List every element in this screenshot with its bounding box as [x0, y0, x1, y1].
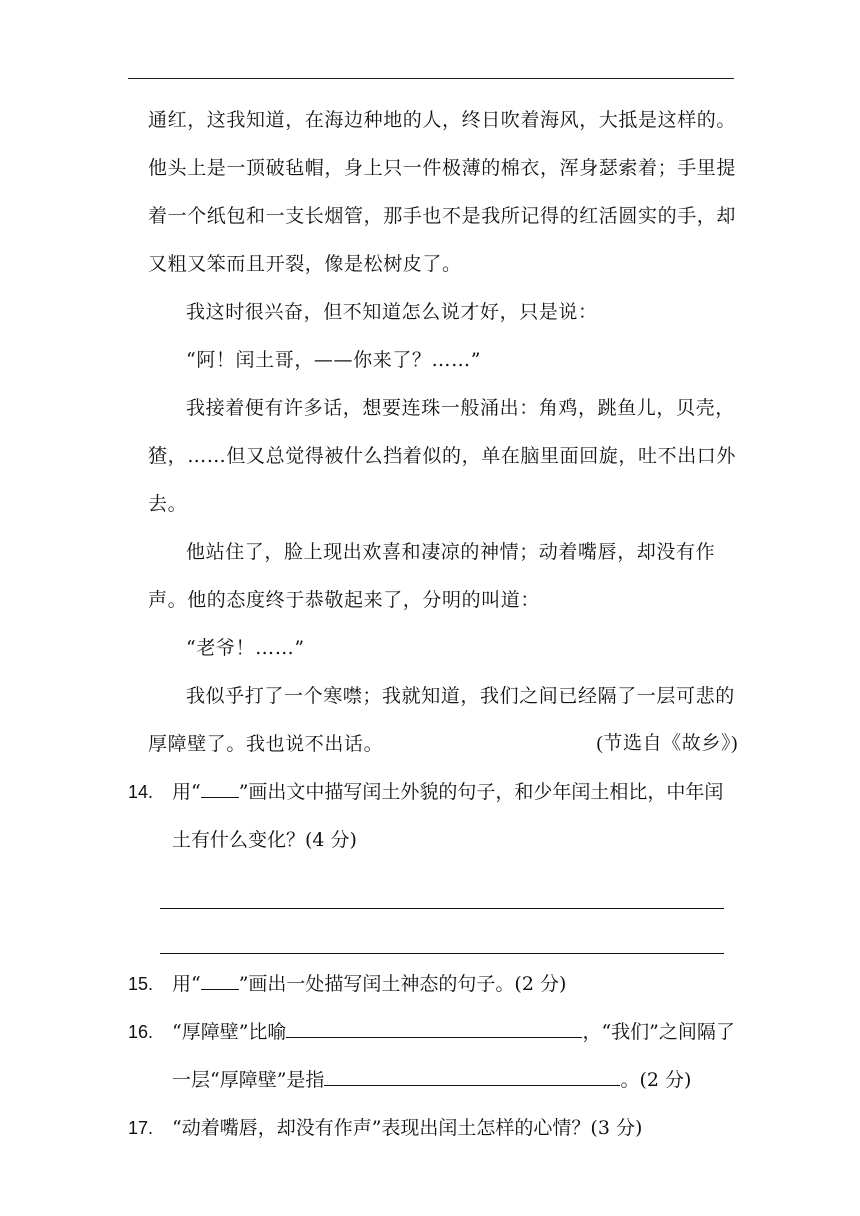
passage-paragraph-7 — [148, 672, 738, 768]
passage-paragraph-2: 我这时很兴奋，但不知道怎么说才好，只是说： — [186, 301, 598, 323]
question-14-number: 14. — [128, 782, 154, 802]
passage-source: (节选自《故乡》) — [596, 733, 738, 754]
question-16-text-a: “厚障壁”比喻 — [172, 1021, 287, 1043]
question-17 — [128, 1104, 738, 1152]
passage-paragraph-3: “阿！闰土哥，——你来了？……” — [186, 349, 482, 371]
question-15-text-a: 用“ — [172, 973, 201, 995]
exam-page — [128, 96, 738, 1152]
question-16-number: 16. — [128, 1022, 154, 1042]
question-16 — [128, 1008, 738, 1104]
question-17-text: “动着嘴唇，却没有作声”表现出闰土怎样的心情？(3 分) — [172, 1117, 643, 1139]
passage-paragraph-4: 我接着便有许多话，想要连珠一般涌出：角鸡，跳鱼儿，贝壳，猹，……但又总觉得被什么挡着似的，单在脑里面回旋，吐不出口外去。 — [148, 397, 737, 515]
question-15-text-b: ”画出一处描写闰土神态的句子。(2 分) — [238, 973, 567, 995]
question-14-text-a: 用“ — [172, 781, 201, 803]
question-14-answer-line-2[interactable] — [160, 909, 724, 954]
question-15 — [128, 960, 738, 1008]
question-16-text-b: ，“我们”之间隔了一层“厚障壁”是指 — [172, 1021, 735, 1091]
question-14 — [128, 768, 738, 864]
question-14-answer-line-1[interactable] — [160, 864, 724, 909]
question-14-underline-sample — [201, 779, 239, 798]
question-14-text-b: ”画出文中描写闰土外貌的句子，和少年闰土相比，中年闰土有什么变化？(4 分) — [172, 781, 724, 851]
header-rule — [128, 78, 734, 79]
passage-paragraph-7-text: 我似乎打了一个寒噤；我就知道，我们之间已经隔了一层可悲的厚障壁了。我也说不出话。 — [148, 685, 735, 755]
question-15-number: 15. — [128, 974, 154, 994]
question-17-number: 17. — [128, 1118, 154, 1138]
passage-paragraph-6: “老爷！……” — [186, 637, 305, 659]
question-16-blank-2[interactable] — [324, 1067, 620, 1086]
passage-paragraph-5: 他站住了，脸上现出欢喜和凄凉的神情；动着嘴唇，却没有作声。他的态度终于恭敬起来了，分明的叫道： — [148, 541, 716, 611]
passage-paragraph-1: 通红，这我知道，在海边种地的人，终日吹着海风，大抵是这样的。他头上是一顶破毡帽，身上只一件极薄的棉衣，浑身瑟索着；手里提着一个纸包和一支长烟管，那手也不是我所记得的红活圆实的手，却又粗又笨而且开裂，像是松树皮了。 — [148, 109, 737, 275]
question-16-text-c: 。(2 分) — [620, 1069, 692, 1091]
question-15-underline-sample — [201, 971, 239, 990]
question-16-blank-1[interactable] — [286, 1019, 582, 1038]
